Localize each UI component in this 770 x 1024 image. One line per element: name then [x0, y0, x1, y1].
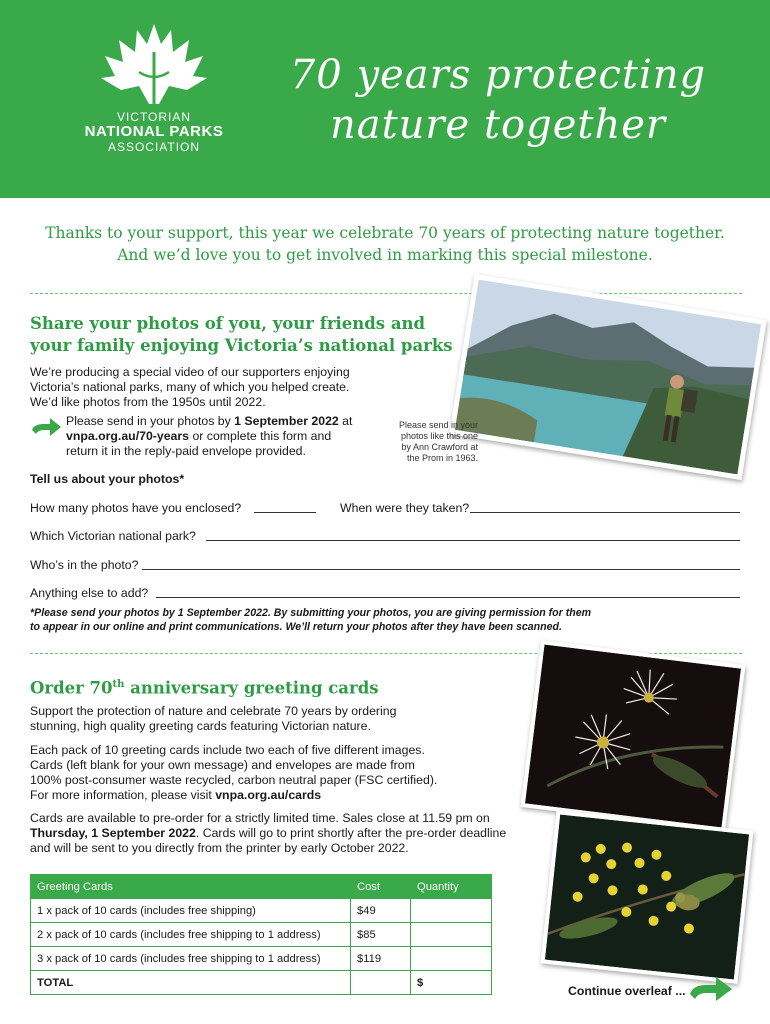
- q-park-label: Which Victorian national park?: [30, 529, 196, 543]
- table-row: [31, 947, 492, 971]
- row-item: 2 x pack of 10 cards (includes free shipping to 1 address): [31, 923, 351, 947]
- order-table: [30, 874, 492, 995]
- cards-p3-line-1: Cards are available to pre-order for a strictly limited time. Sales close at 11.59 pm on: [30, 811, 490, 825]
- cards-p2-line-1: Each pack of 10 greeting cards include two each of five different images.: [30, 743, 425, 757]
- disclaimer-line-1: *Please send your photos by 1 September 2022. By submitting your photos, you are giving permission for them: [30, 607, 592, 619]
- q-how-many-label: How many photos have you enclosed?: [30, 501, 242, 515]
- table-row: [31, 923, 492, 947]
- photos-heading-line-1: Share your photos of you, your friends and: [30, 314, 426, 333]
- photos-disclaimer: [30, 606, 630, 634]
- gum-blossom-photo: [521, 640, 746, 832]
- row-cost: $85: [351, 923, 411, 947]
- leaf-logo-icon: [99, 22, 209, 106]
- how-many-field[interactable]: [254, 512, 316, 513]
- total-cost: [351, 971, 411, 995]
- quantity-input[interactable]: [411, 947, 492, 971]
- cards-p1-line-1: Support the protection of nature and celebrate 70 years by ordering: [30, 704, 397, 718]
- park-field[interactable]: [206, 540, 740, 541]
- logo-line-2: NATIONAL PARKS: [84, 123, 224, 140]
- photos-para-line-3: We’d like photos from the 1950s until 2022.: [30, 395, 266, 409]
- who-field[interactable]: [142, 569, 740, 570]
- logo-line-1: VICTORIAN: [116, 110, 192, 124]
- cards-p2-line-2: Cards (left blank for your own message) and envelopes are made from: [30, 758, 415, 772]
- photos-paragraph: [30, 365, 350, 410]
- cards-paragraph-3: [30, 811, 506, 856]
- logo-line-3: ASSOCIATION: [107, 140, 201, 154]
- total-amount-field[interactable]: $: [411, 971, 492, 995]
- disclaimer-line-2: to appear in our online and print communications. We’ll return your photos after they have been scanned.: [30, 621, 562, 633]
- row-cost: $49: [351, 899, 411, 923]
- cards-p1-line-2: stunning, high quality greeting cards featuring Victorian nature.: [30, 719, 371, 733]
- headline-line-1: 70 years protecting: [289, 52, 707, 98]
- header-quantity: Quantity: [411, 875, 492, 899]
- vnpa-logo: [74, 22, 234, 162]
- cards-heading-b: anniversary greeting cards: [124, 678, 379, 698]
- cards-deadline-date: Thursday, 1 September 2022: [30, 826, 196, 840]
- hiker-landscape-image: [455, 280, 761, 475]
- q-when-label: When were they taken?: [340, 501, 470, 515]
- headline: [258, 50, 738, 150]
- quantity-input[interactable]: [411, 899, 492, 923]
- callout-text-b: at: [338, 414, 353, 428]
- cards-p3-line-3: and will be sent to you directly from the printer by early October 2022.: [30, 841, 409, 855]
- header-greeting-cards: Greeting Cards: [31, 875, 351, 899]
- total-label: TOTAL: [31, 971, 351, 995]
- photos-heading: [30, 313, 453, 357]
- photos-para-line-1: We’re producing a special video of our supporters enjoying: [30, 365, 350, 379]
- table-row: [31, 899, 492, 923]
- q-else-label: Anything else to add?: [30, 586, 149, 600]
- table-total-row: [31, 971, 492, 995]
- callout-date: 1 September 2022: [234, 414, 339, 428]
- hiker-photo: [449, 274, 767, 480]
- intro-text: [20, 222, 750, 266]
- row-cost: $119: [351, 947, 411, 971]
- cards-paragraph-1: [30, 704, 396, 734]
- cards-heading: [30, 674, 379, 700]
- arrow-right-icon: [688, 974, 734, 1004]
- callout-url[interactable]: vnpa.org.au/70-years: [66, 429, 190, 443]
- callout-text-c: or complete this form and: [189, 429, 332, 443]
- photos-callout: [66, 414, 376, 459]
- cards-heading-sup: th: [112, 679, 125, 690]
- photos-para-line-2: Victoria’s national parks, many of which you helped create.: [30, 380, 350, 394]
- photos-heading-line-2: your family enjoying Victoria’s national parks: [30, 336, 453, 355]
- row-item: 3 x pack of 10 cards (includes free shipping to 1 address): [31, 947, 351, 971]
- section-divider: [30, 293, 742, 294]
- wattle-bird-image: [545, 814, 749, 979]
- cards-p2-line-4: For more information, please visit: [30, 788, 216, 802]
- intro-line-1: Thanks to your support, this year we celebrate 70 years of protecting nature together.: [45, 224, 725, 242]
- cards-p2-line-3: 100% post-consumer waste recycled, carbon neutral paper (FSC certified).: [30, 773, 438, 787]
- quantity-input[interactable]: [411, 923, 492, 947]
- continue-overleaf: Continue overleaf ...: [568, 984, 686, 998]
- when-field[interactable]: [470, 512, 740, 513]
- wattle-bird-photo: [540, 810, 753, 984]
- gum-blossom-image: [525, 645, 741, 828]
- cards-paragraph-2: [30, 743, 437, 803]
- form-title: Tell us about your photos*: [30, 472, 185, 486]
- row-item: 1 x pack of 10 cards (includes free shipping): [31, 899, 351, 923]
- arrow-right-icon: [30, 416, 62, 438]
- cards-heading-a: Order 70: [30, 678, 113, 698]
- photo-caption: Please send in your photos like this one by Ann Crawford at the Prom in 1963.: [398, 420, 478, 463]
- else-field[interactable]: [156, 597, 740, 598]
- cards-url[interactable]: vnpa.org.au/cards: [215, 788, 322, 802]
- header-cost: Cost: [351, 875, 411, 899]
- callout-text-a: Please send in your photos by: [66, 414, 235, 428]
- intro-line-2: And we’d love you to get involved in marking this special milestone.: [117, 246, 653, 264]
- callout-line-3: return it in the reply-paid envelope provided.: [66, 444, 306, 458]
- q-who-label: Who’s in the photo?: [30, 558, 139, 572]
- headline-line-2: nature together: [329, 102, 666, 148]
- table-header-row: [31, 875, 492, 899]
- cards-p3-line-2: . Cards will go to print shortly after the pre-order deadline: [195, 826, 507, 840]
- header-banner: [0, 0, 770, 198]
